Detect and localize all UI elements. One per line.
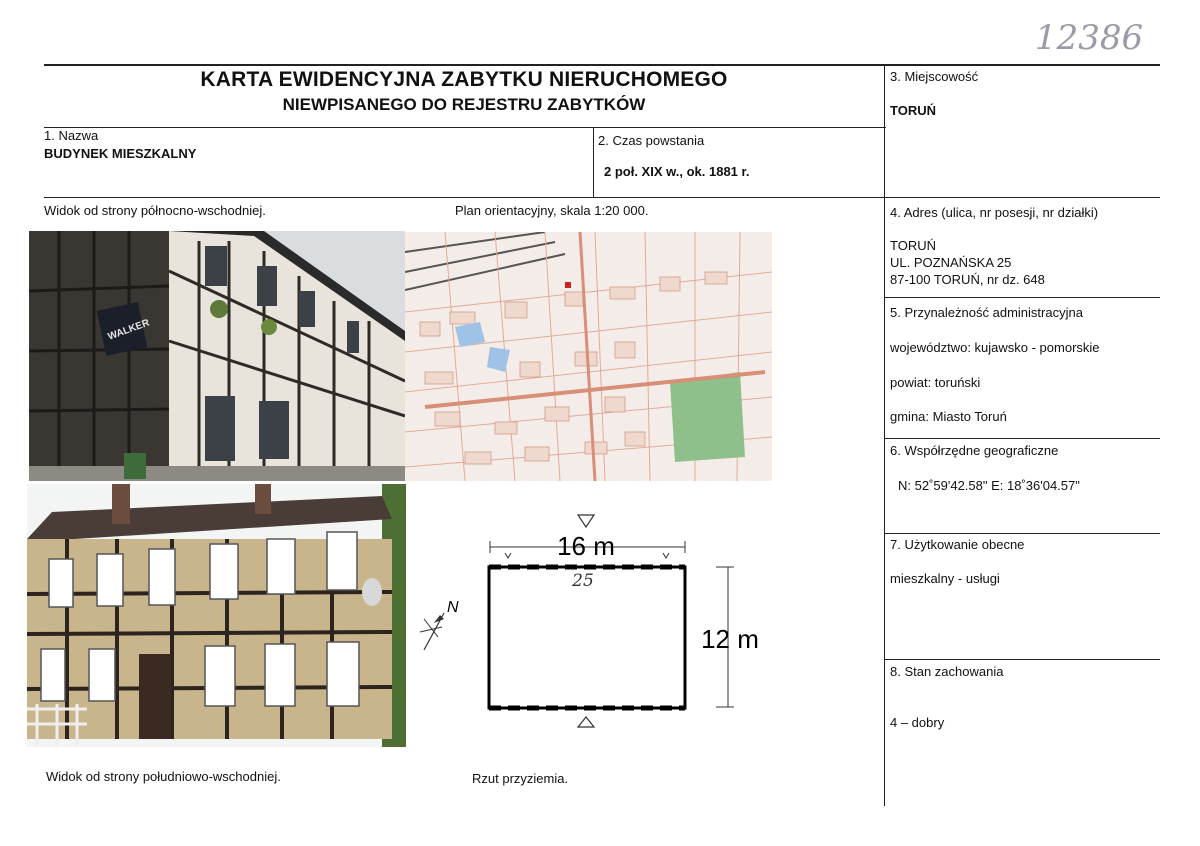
plan-width-label: 16 m <box>557 531 615 561</box>
floor-plan-drawing <box>410 505 790 750</box>
plan-north-label: N <box>447 599 459 616</box>
handwritten-registry-number: 12386 <box>1035 18 1144 58</box>
photo-ne-drawing <box>29 231 405 481</box>
locality-value: TORUŃ <box>890 103 936 118</box>
name-value: BUDYNEK MIESZKALNY <box>44 146 197 161</box>
divider-5-6 <box>884 438 1160 439</box>
map-drawing <box>405 232 772 481</box>
admin-label: 5. Przynależność administracyjna <box>890 305 1083 320</box>
divider-4-5 <box>884 297 1160 298</box>
orientation-map <box>405 232 772 481</box>
address-line-1: TORUŃ <box>890 238 936 253</box>
col-divider-name-date <box>593 127 594 197</box>
usage-value: mieszkalny - usługi <box>890 571 1000 586</box>
row1-divider <box>44 197 1160 198</box>
plan-height-label: 12 m <box>701 624 759 654</box>
locality-label: 3. Miejscowość <box>890 69 979 84</box>
divider-7-8 <box>884 659 1160 660</box>
top-border <box>44 64 1160 66</box>
caption-photo-ne: Widok od strony północno-wschodniej. <box>44 203 266 218</box>
name-label: 1. Nazwa <box>44 128 99 143</box>
county-value: powiat: toruński <box>890 375 981 390</box>
address-line-2: UL. POZNAŃSKA 25 <box>890 255 1012 270</box>
address-label: 4. Adres (ulica, nr posesji, nr działki) <box>890 205 1099 220</box>
floor-plan <box>410 505 790 750</box>
title-divider <box>44 127 886 128</box>
address-line-3: 87-100 TORUŃ, nr dz. 648 <box>890 272 1045 287</box>
photo-southeast-view <box>27 484 406 747</box>
coords-label: 6. Współrzędne geograficzne <box>890 443 1059 458</box>
caption-photo-se: Widok od strony południowo-wschodniej. <box>46 769 281 784</box>
date-value: 2 poł. XIX w., ok. 1881 r. <box>604 164 750 179</box>
voivodeship-value: województwo: kujawsko - pomorskie <box>890 340 1100 355</box>
usage-label: 7. Użytkowanie obecne <box>890 537 1025 552</box>
condition-label: 8. Stan zachowania <box>890 664 1004 679</box>
photo-se-drawing <box>27 484 406 747</box>
walker-sign: WALKER <box>106 317 152 343</box>
divider-6-7 <box>884 533 1160 534</box>
caption-floor-plan: Rzut przyziemia. <box>472 771 569 786</box>
card-title: KARTA EWIDENCYJNA ZABYTKU NIERUCHOMEGO <box>200 68 728 91</box>
caption-map: Plan orientacyjny, skala 1:20 000. <box>455 203 649 218</box>
plan-building-number: 25 <box>572 571 594 591</box>
coords-value: N: 52˚59'42.58" E: 18˚36'04.57" <box>898 478 1080 493</box>
date-label: 2. Czas powstania <box>598 133 705 148</box>
photo-northeast-view <box>29 231 405 481</box>
col-divider-main <box>884 64 885 806</box>
card-subtitle: NIEWPISANEGO DO REJESTRU ZABYTKÓW <box>282 95 646 114</box>
condition-value: 4 – dobry <box>890 715 945 730</box>
commune-value: gmina: Miasto Toruń <box>890 409 1007 424</box>
